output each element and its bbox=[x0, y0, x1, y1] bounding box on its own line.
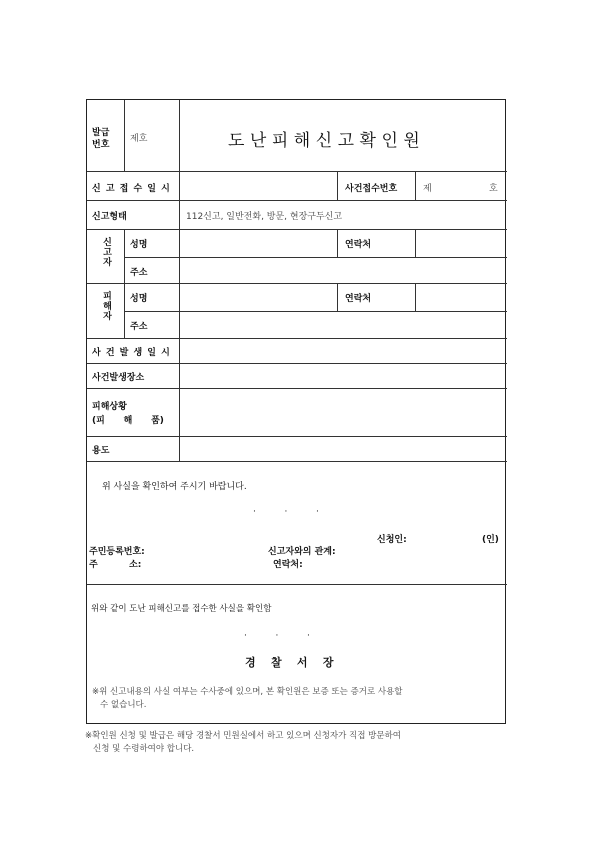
victim-name-label: 성명 bbox=[130, 294, 148, 304]
footer-note: ※확인원 신청 및 발급은 해당 경찰서 민원실에서 하고 있으며 신청자가 직접 방문하여 bbox=[85, 731, 402, 741]
victim-address-label: 주소 bbox=[130, 322, 148, 332]
divider bbox=[87, 283, 507, 284]
relation-label: 신고자와의 관계: bbox=[268, 547, 336, 557]
case-number-label: 사건접수번호 bbox=[345, 184, 398, 194]
confirmation-text: 위와 같이 도난 피해신고를 접수한 사실을 확인함 bbox=[91, 604, 272, 614]
victim-contact-label: 연락처 bbox=[345, 294, 372, 304]
incident-date-label: 사 건 발 생 일 시 bbox=[92, 348, 171, 358]
divider bbox=[87, 436, 507, 437]
divider bbox=[124, 100, 125, 171]
receipt-date-label: 신 고 접 수 일 시 bbox=[92, 184, 171, 194]
request-date: · · · bbox=[253, 507, 319, 517]
applicant-address-label: 주 소: bbox=[89, 560, 142, 570]
divider bbox=[87, 388, 507, 389]
divider bbox=[337, 229, 338, 257]
divider bbox=[415, 229, 416, 257]
case-number-prefix: 제 bbox=[423, 184, 432, 194]
divider bbox=[179, 100, 180, 461]
report-type-value: 112신고, 일반전화, 방문, 현장구두신고 bbox=[186, 212, 343, 222]
applicant-label: 신청인: bbox=[377, 535, 407, 545]
victim-label: 피해자 bbox=[101, 291, 111, 321]
confirmation-form bbox=[86, 99, 506, 724]
divider bbox=[337, 283, 338, 311]
issue-number-label: 발급 번호 bbox=[92, 128, 110, 150]
page-title: 도난피해신고확인원 bbox=[228, 131, 426, 151]
divider bbox=[415, 171, 416, 200]
confirmation-note-cont: 수 없습니다. bbox=[100, 700, 147, 710]
police-chief-signature: 경 찰 서 장 bbox=[245, 656, 334, 669]
case-number-suffix: 호 bbox=[489, 184, 498, 194]
divider bbox=[124, 257, 507, 258]
seal-mark: (인) bbox=[482, 535, 499, 545]
report-type-label: 신고형태 bbox=[92, 212, 127, 222]
divider bbox=[87, 171, 507, 172]
usage-label: 용도 bbox=[92, 446, 110, 456]
damaged-items-label: (피 해 품) bbox=[92, 416, 164, 426]
divider bbox=[337, 171, 338, 200]
divider bbox=[87, 363, 507, 364]
request-text: 위 사실을 확인하여 주시기 바랍니다. bbox=[102, 482, 247, 492]
incident-place-label: 사건발생장소 bbox=[92, 373, 145, 383]
applicant-contact-label: 연락처: bbox=[273, 560, 303, 570]
divider bbox=[87, 338, 507, 339]
divider bbox=[124, 311, 507, 312]
rrn-label: 주민등록번호: bbox=[89, 547, 145, 557]
confirmation-note: ※위 신고내용의 사실 여부는 수사중에 있으며, 본 확인원은 보증 또는 증거로 사용할 bbox=[92, 687, 403, 697]
divider bbox=[87, 200, 507, 201]
reporter-contact-label: 연락처 bbox=[345, 240, 372, 250]
divider bbox=[415, 283, 416, 311]
issue-number-value: 제호 bbox=[130, 134, 148, 144]
reporter-label: 신고자 bbox=[101, 237, 111, 267]
reporter-address-label: 주소 bbox=[130, 268, 148, 278]
divider bbox=[87, 229, 507, 230]
reporter-name-label: 성명 bbox=[130, 240, 148, 250]
footer-note-cont: 신청 및 수령하여야 합니다. bbox=[93, 744, 195, 754]
damage-label: 피해상황 bbox=[92, 402, 127, 412]
divider bbox=[87, 461, 507, 462]
divider bbox=[124, 229, 125, 338]
divider bbox=[87, 584, 507, 585]
confirmation-date: · · · bbox=[244, 631, 310, 641]
